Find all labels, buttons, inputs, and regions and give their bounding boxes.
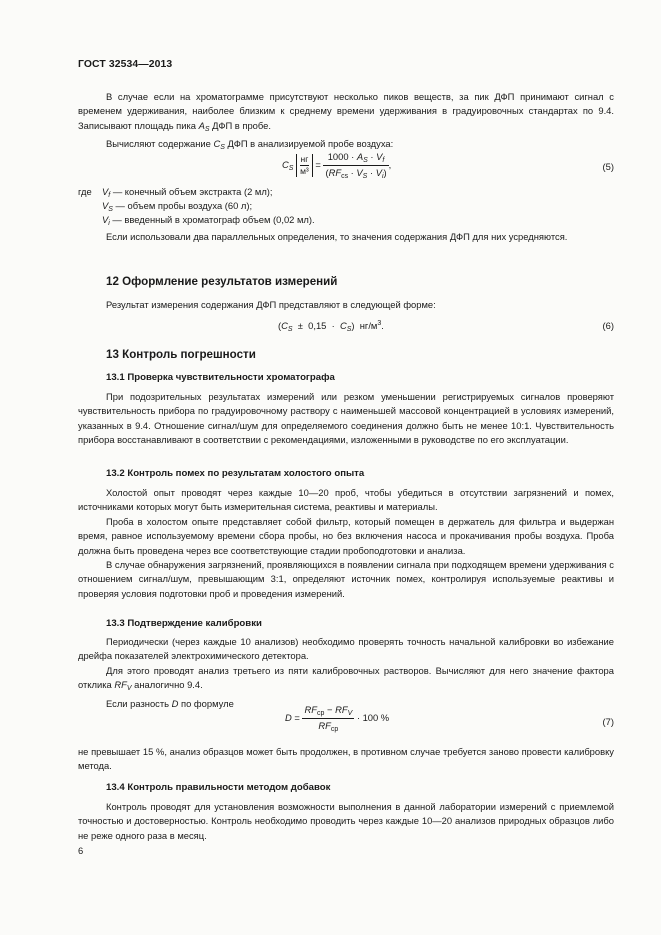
paragraph-3: Если использовали два параллельных определения, то значения содержания ДФП для них усредняются. — [106, 231, 568, 242]
p2-tail: ДФП в анализируемой пробе воздуха: — [224, 138, 394, 150]
equation-6: $(C_S \pm 0,15 \cdot C_S)$ $нг/м^3$. — [278, 320, 384, 333]
p1-tail: ДФП в пробе. — [209, 119, 271, 131]
section-13-title: 13 Контроль погрешности — [106, 348, 256, 361]
section-13-4-text: Контроль проводят для установления возможности выполнения в данной лаборатории измерений с приемлемой точностью и достоверностью. Контроль необходимо проводить через каждые 10—20 анализов природных образцов либо не реже одного раза в месяц. — [78, 801, 614, 841]
where-line-3: $V_i$ — введенный в хроматограф объем (0,02 мл). — [102, 214, 315, 227]
equation-7-number: (7) — [602, 716, 614, 727]
section-13-3-text: Периодически (через каждые 10 анализов) необходимо проверять точность начальной калибровки во избежание дрейфа показателей электрохимического детектора. Для этого проводят анализ третьего из пяти калибровочных растворов. Вычисляют для него значение фактора отклика $RF_V$ аналогично 9.4. Если разность D по формуле — [78, 636, 614, 709]
section-13-1-title: 13.1 Проверка чувствительности хроматографа — [106, 372, 335, 383]
equation-5-number: (5) — [602, 161, 614, 172]
equation-5: $C_S$ нг м³ = $\frac{1000 \cdot A_S \cdot V_f}{(RF_{cs} \cdot V_S \cdot V_i)}$ , — [282, 151, 392, 180]
p1-text: В случае если на хроматограмме присутствуют несколько пиков веществ, за пик ДФП принимают сигнал с временем удерживания, наиболее близким к среднему времени удерживания в градуировочных стандартах по 9.4. Записывают площадь пика — [78, 91, 614, 131]
p2-text: Вычисляют содержание — [106, 138, 211, 150]
where-line-1: $V_f$ — конечный объем экстракта (2 мл); — [102, 186, 273, 199]
section-13-2-text: Холостой опыт проводят через каждые 10—20 проб, чтобы убедиться в отсутствии загрязнений и помех, источниками которых могут быть измерительная система, реактивы и материалы. Проба в холостом опыте представляет собой фильтр, который помещен в держатель для фильтра и выдержан время, равное используемому времени сбора пробы, но без включения насоса и прокачивания пробы воздуха. Проба должна быть проведена через все соответствующие стадии пробоподготовки и анализа. В случае обнаружения загрязнений, проявляющихся в появлении сигнала при подходящем времени удерживания с отношением сигнал/шум, превышающим 3:1, определяют источник помех, контролируя используемые реактивы и проверяя условия подготовки проб и проведения измерений. — [78, 487, 614, 599]
section-13-3-title: 13.3 Подтверждение калибровки — [106, 618, 262, 629]
section-13-3-tail: не превышает 15 %, анализ образцов может быть продолжен, в противном случае требуется заново провести калибровку метода. — [78, 746, 614, 772]
section-13-1-text: При подозрительных результатах измерений или резком уменьшении регистрируемых сигналов проверяют чувствительность прибора по градуировочному раствору с наименьшей массовой концентрацией в условиях измерений, указанных в 9.4. Отношение сигнал/шум для определяемого соединения должно быть не менее 10:1. Чувствительность прибора восстанавливают в соответствии с рекомендациями, изложенными в руководстве по его эксплуатации. — [78, 391, 614, 446]
section-13-2-title: 13.2 Контроль помех по результатам холостого опыта — [106, 468, 365, 479]
where-label: где — [78, 186, 92, 197]
equation-7: D = $\frac{RF_{ср} - RF_V}{RF_{ср}}$ · 100 % — [285, 704, 390, 733]
section-12-text: Результат измерения содержания ДФП представляют в следующей форме: — [106, 299, 436, 310]
equation-6-number: (6) — [602, 320, 614, 331]
page-number: 6 — [78, 845, 84, 856]
paragraph-1: В случае если на хроматограмме присутствуют несколько пиков веществ, за пик ДФП принимают сигнал с временем удерживания, наиболее близким к среднему времени удерживания в градуировочных стандартах по 9.4. Записывают площадь пика $A_S$ ДФП в пробе. Вычисляют содержание $C_S$ ДФП в анализируемой пробе воздуха: — [78, 91, 614, 152]
where-line-2: $V_S$ — объем пробы воздуха (60 л); — [102, 200, 253, 213]
section-12-title: 12 Оформление результатов измерений — [106, 275, 338, 288]
section-13-4-title: 13.4 Контроль правильности методом добавок — [106, 782, 331, 793]
document-header: ГОСТ 32534—2013 — [78, 59, 173, 70]
